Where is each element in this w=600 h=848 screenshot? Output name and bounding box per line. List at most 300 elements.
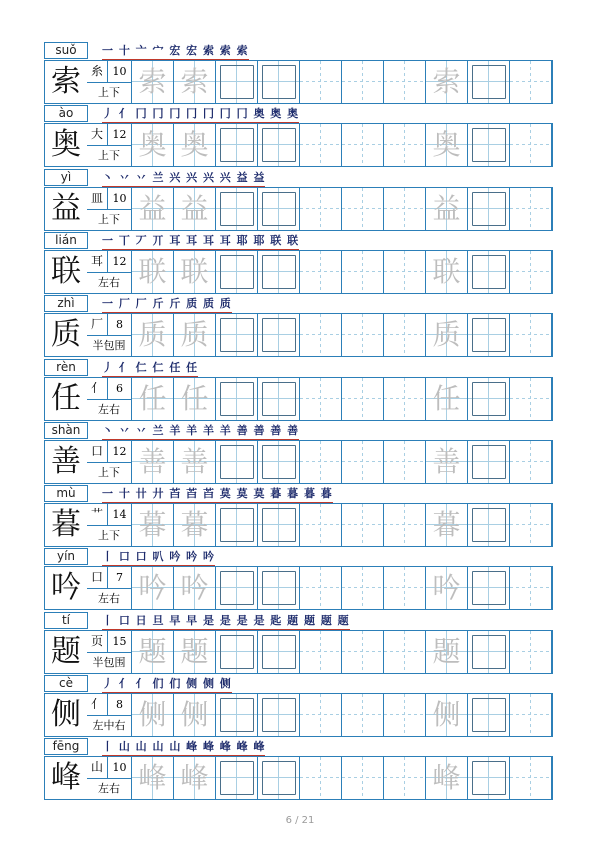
trace-character: 任: [432, 381, 461, 415]
practice-box: [262, 255, 296, 289]
trace-character: 峰: [432, 761, 461, 795]
grid-cell[interactable]: [468, 631, 510, 673]
grid-cell[interactable]: [132, 504, 174, 546]
character-info: [87, 566, 132, 610]
grid-cell[interactable]: [510, 314, 552, 356]
grid-cell[interactable]: [132, 61, 174, 103]
practice-box: [262, 128, 296, 162]
grid-cell[interactable]: [300, 188, 342, 230]
character-entry: [44, 42, 552, 104]
character-info: [87, 440, 132, 484]
grid-cell[interactable]: [300, 378, 342, 420]
radical: 山: [87, 757, 108, 779]
practice-box: [472, 192, 506, 226]
grid-cell[interactable]: [342, 378, 384, 420]
grid-cell[interactable]: [258, 441, 300, 483]
grid-cell[interactable]: [510, 251, 552, 293]
radical: 口: [87, 441, 108, 463]
practice-box: [220, 318, 254, 352]
grid-cell[interactable]: [258, 694, 300, 736]
grid-cell[interactable]: [300, 441, 342, 483]
grid-cell[interactable]: [384, 757, 426, 799]
stroke-order: 丨 口 日 旦 早 早 是 是 是 是 匙 题 题 题 题: [102, 612, 350, 631]
model-character: 吟: [44, 566, 88, 610]
practice-box: [220, 65, 254, 99]
model-character: 侧: [44, 693, 88, 737]
grid-cell[interactable]: [384, 378, 426, 420]
grid-cell[interactable]: [342, 757, 384, 799]
practice-box: [262, 508, 296, 542]
grid-cell[interactable]: [216, 567, 258, 609]
stroke-count: 12: [108, 124, 131, 146]
model-character: 联: [44, 250, 88, 294]
grid-cell[interactable]: [216, 124, 258, 166]
grid-cell[interactable]: [132, 441, 174, 483]
grid-cell[interactable]: [300, 567, 342, 609]
trace-character: 暮: [138, 508, 167, 542]
stroke-order: 丨 山 山 山 山 峰 峰 峰 峰 峰: [102, 738, 265, 757]
stroke-order: 丿 亻 冂 冂 冂 冂 冂 冂 冂 奥 奥 奥: [102, 105, 299, 124]
grid-cell[interactable]: [426, 504, 468, 546]
stroke-count: 6: [108, 378, 131, 400]
character-row: [44, 123, 552, 167]
trace-character: 侧: [138, 698, 167, 731]
grid-cell[interactable]: [384, 61, 426, 103]
grid-cell[interactable]: [300, 314, 342, 356]
writing-grid: [132, 60, 553, 104]
grid-cell[interactable]: [510, 124, 552, 166]
grid-cell[interactable]: [258, 567, 300, 609]
pinyin-label: ào: [44, 105, 88, 122]
pinyin-label: suǒ: [44, 42, 88, 59]
radical: 糸: [87, 61, 108, 83]
trace-character: 奥: [138, 128, 167, 162]
trace-character: 奥: [432, 128, 461, 162]
grid-cell[interactable]: [174, 188, 216, 230]
pinyin-label: tí: [44, 612, 88, 629]
grid-cell[interactable]: [216, 504, 258, 546]
trace-character: 侧: [432, 698, 461, 731]
grid-cell[interactable]: [342, 314, 384, 356]
practice-box: [262, 571, 296, 605]
grid-cell[interactable]: [300, 631, 342, 673]
grid-cell[interactable]: [426, 567, 468, 609]
practice-box: [262, 761, 296, 795]
trace-character: 任: [180, 381, 209, 415]
trace-character: 题: [432, 634, 461, 668]
practice-box: [472, 635, 506, 669]
grid-cell[interactable]: [300, 61, 342, 103]
pinyin-label: yì: [44, 169, 88, 186]
grid-cell[interactable]: [468, 567, 510, 609]
stroke-count: 10: [108, 757, 131, 779]
grid-cell[interactable]: [132, 757, 174, 799]
grid-cell[interactable]: [384, 314, 426, 356]
structure-type: 上下: [98, 149, 120, 163]
structure-type: 左右: [98, 402, 120, 416]
stroke-order: 丶 丷 丷 兰 兴 兴 兴 兴 益 益: [102, 169, 265, 188]
grid-cell[interactable]: [426, 251, 468, 293]
grid-cell[interactable]: [426, 441, 468, 483]
stroke-count: 15: [108, 631, 131, 653]
stroke-order: 丶 丷 丷 兰 羊 羊 羊 羊 善 善 善 善: [102, 422, 299, 441]
pinyin-label: zhì: [44, 295, 88, 312]
model-character: 质: [44, 313, 88, 357]
grid-cell[interactable]: [384, 631, 426, 673]
trace-character: 联: [432, 254, 461, 288]
character-entry: [44, 359, 552, 421]
practice-box: [472, 65, 506, 99]
practice-box: [220, 698, 254, 732]
character-info: [87, 123, 132, 167]
grid-cell[interactable]: [426, 757, 468, 799]
grid-cell[interactable]: [510, 61, 552, 103]
trace-character: 暮: [180, 508, 209, 542]
grid-cell[interactable]: [216, 441, 258, 483]
pinyin-row: [44, 422, 552, 439]
grid-cell[interactable]: [174, 61, 216, 103]
model-character: 益: [44, 187, 88, 231]
writing-grid: [132, 377, 553, 421]
practice-box: [262, 382, 296, 416]
writing-grid: [132, 756, 553, 800]
grid-cell[interactable]: [300, 504, 342, 546]
pinyin-label: shàn: [44, 422, 88, 439]
page-number: 6 / 21: [285, 815, 315, 826]
grid-cell[interactable]: [216, 757, 258, 799]
grid-cell[interactable]: [216, 314, 258, 356]
stroke-count: 14: [108, 504, 131, 526]
grid-cell[interactable]: [342, 61, 384, 103]
grid-cell[interactable]: [384, 441, 426, 483]
pinyin-row: [44, 105, 552, 122]
grid-cell[interactable]: [342, 251, 384, 293]
grid-cell[interactable]: [216, 378, 258, 420]
practice-box: [472, 571, 506, 605]
grid-cell[interactable]: [468, 61, 510, 103]
grid-cell[interactable]: [174, 504, 216, 546]
grid-cell[interactable]: [258, 378, 300, 420]
character-row: [44, 250, 552, 294]
model-character: 任: [44, 377, 88, 421]
grid-cell[interactable]: [426, 314, 468, 356]
character-row: [44, 566, 552, 610]
writing-grid: [132, 693, 553, 737]
practice-box: [472, 318, 506, 352]
grid-cell[interactable]: [174, 314, 216, 356]
structure-type: 左右: [98, 275, 120, 289]
grid-cell[interactable]: [426, 694, 468, 736]
practice-box: [220, 382, 254, 416]
grid-cell[interactable]: [174, 567, 216, 609]
grid-cell[interactable]: [258, 124, 300, 166]
grid-cell[interactable]: [216, 694, 258, 736]
grid-cell[interactable]: [174, 251, 216, 293]
practice-box: [472, 445, 506, 479]
grid-cell[interactable]: [468, 124, 510, 166]
grid-cell[interactable]: [342, 188, 384, 230]
pinyin-row: [44, 42, 552, 59]
character-info: [87, 313, 132, 357]
grid-cell[interactable]: [300, 251, 342, 293]
character-row: [44, 756, 552, 800]
stroke-order: 一 十 亠 宀 宏 宏 索 索 索: [102, 42, 249, 61]
stroke-order: 丨 口 口 叭 吟 吟 吟: [102, 548, 215, 567]
grid-cell[interactable]: [510, 188, 552, 230]
trace-character: 质: [432, 318, 461, 352]
trace-character: 善: [138, 444, 167, 478]
practice-box: [220, 761, 254, 795]
character-entry: [44, 612, 552, 674]
stroke-count: 7: [108, 567, 131, 589]
practice-box: [472, 255, 506, 289]
structure-type: 上下: [98, 529, 120, 543]
character-row: [44, 313, 552, 357]
grid-cell[interactable]: [384, 504, 426, 546]
pinyin-row: [44, 295, 552, 312]
practice-box: [472, 128, 506, 162]
pinyin-row: [44, 232, 552, 249]
grid-cell[interactable]: [174, 441, 216, 483]
character-row: [44, 630, 552, 674]
stroke-order: 丿 亻 亻 们 们 侧 侧 侧: [102, 675, 232, 694]
grid-cell[interactable]: [258, 631, 300, 673]
trace-character: 索: [138, 65, 167, 98]
structure-type: 左右: [98, 782, 120, 796]
grid-cell[interactable]: [216, 631, 258, 673]
pinyin-label: fēng: [44, 738, 88, 755]
grid-cell[interactable]: [510, 631, 552, 673]
radical: 皿: [87, 188, 108, 210]
writing-grid: [132, 250, 553, 294]
grid-cell[interactable]: [342, 631, 384, 673]
trace-character: 联: [138, 254, 167, 288]
character-entry: [44, 105, 552, 167]
trace-character: 益: [180, 191, 209, 225]
character-entry: [44, 548, 552, 610]
practice-box: [220, 128, 254, 162]
trace-character: 质: [180, 318, 209, 352]
character-entry: [44, 295, 552, 357]
pinyin-label: cè: [44, 675, 88, 692]
practice-box: [220, 508, 254, 542]
grid-cell[interactable]: [132, 567, 174, 609]
writing-grid: [132, 630, 553, 674]
character-info: [87, 693, 132, 737]
radical: 大: [87, 124, 108, 146]
grid-cell[interactable]: [426, 124, 468, 166]
trace-character: 峰: [180, 761, 209, 795]
grid-cell[interactable]: [468, 757, 510, 799]
writing-grid: [132, 313, 553, 357]
structure-type: 半包围: [92, 655, 126, 669]
character-row: [44, 440, 552, 484]
trace-character: 索: [432, 65, 461, 98]
model-character: 奥: [44, 123, 88, 167]
practice-box: [262, 192, 296, 226]
model-character: 索: [44, 60, 88, 104]
grid-cell[interactable]: [174, 378, 216, 420]
grid-cell[interactable]: [132, 378, 174, 420]
practice-box: [220, 635, 254, 669]
character-row: [44, 693, 552, 737]
grid-cell[interactable]: [132, 124, 174, 166]
grid-cell[interactable]: [426, 188, 468, 230]
grid-cell[interactable]: [132, 694, 174, 736]
grid-cell[interactable]: [468, 694, 510, 736]
stroke-count: 10: [108, 61, 131, 83]
grid-cell[interactable]: [342, 441, 384, 483]
grid-cell[interactable]: [132, 631, 174, 673]
writing-grid: [132, 440, 553, 484]
stroke-order: 一 厂 厂 斤 斤 质 质 质: [102, 295, 232, 314]
practice-box: [262, 318, 296, 352]
character-entry: [44, 738, 552, 800]
grid-cell[interactable]: [216, 251, 258, 293]
practice-box: [262, 445, 296, 479]
character-row: [44, 60, 552, 104]
character-info: [87, 756, 132, 800]
grid-cell[interactable]: [174, 694, 216, 736]
trace-character: 峰: [138, 761, 167, 795]
character-info: [87, 187, 132, 231]
grid-cell[interactable]: [510, 504, 552, 546]
trace-character: 吟: [432, 571, 461, 605]
trace-character: 联: [180, 254, 209, 288]
grid-cell[interactable]: [258, 314, 300, 356]
trace-character: 吟: [138, 571, 167, 605]
character-info: [87, 630, 132, 674]
pinyin-row: [44, 548, 552, 565]
practice-box: [472, 382, 506, 416]
grid-cell[interactable]: [258, 61, 300, 103]
stroke-count: 8: [108, 694, 131, 716]
writing-grid: [132, 123, 553, 167]
grid-cell[interactable]: [258, 251, 300, 293]
grid-cell[interactable]: [426, 631, 468, 673]
practice-box: [220, 192, 254, 226]
pinyin-label: mù: [44, 485, 88, 502]
grid-cell[interactable]: [258, 188, 300, 230]
grid-cell[interactable]: [510, 441, 552, 483]
trace-character: 侧: [180, 698, 209, 731]
model-character: 暮: [44, 503, 88, 547]
character-info: [87, 503, 132, 547]
trace-character: 奥: [180, 128, 209, 162]
stroke-order: 丿 亻 仁 仁 任 任: [102, 359, 198, 378]
grid-cell[interactable]: [468, 314, 510, 356]
radical: 口: [87, 567, 108, 589]
structure-type: 半包围: [92, 339, 126, 353]
grid-cell[interactable]: [216, 61, 258, 103]
grid-cell[interactable]: [468, 251, 510, 293]
trace-character: 题: [180, 634, 209, 668]
trace-character: 索: [180, 65, 209, 98]
grid-cell[interactable]: [258, 757, 300, 799]
grid-cell[interactable]: [384, 694, 426, 736]
model-character: 峰: [44, 756, 88, 800]
grid-cell[interactable]: [132, 314, 174, 356]
grid-cell[interactable]: [342, 567, 384, 609]
grid-cell[interactable]: [258, 504, 300, 546]
grid-cell[interactable]: [342, 124, 384, 166]
grid-cell[interactable]: [216, 188, 258, 230]
grid-cell[interactable]: [300, 124, 342, 166]
grid-cell[interactable]: [468, 188, 510, 230]
trace-character: 善: [180, 444, 209, 478]
grid-cell[interactable]: [342, 504, 384, 546]
structure-type: 左中右: [92, 719, 126, 732]
grid-cell[interactable]: [426, 378, 468, 420]
stroke-count: 10: [108, 188, 131, 210]
trace-character: 益: [432, 191, 461, 225]
grid-cell[interactable]: [510, 378, 552, 420]
trace-character: 任: [138, 381, 167, 415]
character-entry: [44, 232, 552, 294]
trace-character: 质: [138, 318, 167, 352]
trace-character: 暮: [432, 508, 461, 542]
structure-type: 左右: [98, 592, 120, 606]
grid-cell[interactable]: [174, 631, 216, 673]
structure-type: 上下: [98, 86, 120, 99]
practice-box: [472, 761, 506, 795]
radical: 厂: [87, 314, 108, 336]
grid-cell[interactable]: [132, 188, 174, 230]
practice-box: [220, 571, 254, 605]
stroke-order: 一 十 卄 廾 苩 苩 苩 莫 莫 莫 暮 暮 暮 暮: [102, 485, 333, 504]
practice-box: [220, 255, 254, 289]
grid-cell[interactable]: [300, 694, 342, 736]
grid-cell[interactable]: [468, 504, 510, 546]
pinyin-row: [44, 612, 552, 629]
grid-cell[interactable]: [510, 694, 552, 736]
grid-cell[interactable]: [384, 188, 426, 230]
pinyin-row: [44, 485, 552, 502]
stroke-count: 12: [108, 441, 131, 463]
practice-box: [262, 635, 296, 669]
character-info: [87, 60, 132, 104]
practice-box: [262, 698, 296, 732]
practice-box: [262, 65, 296, 99]
grid-cell[interactable]: [426, 61, 468, 103]
radical: 亻: [87, 378, 108, 400]
structure-type: 上下: [98, 465, 120, 479]
grid-cell[interactable]: [510, 567, 552, 609]
grid-cell[interactable]: [384, 251, 426, 293]
radical: 页: [87, 631, 108, 653]
stroke-count: 12: [108, 251, 131, 273]
grid-cell[interactable]: [468, 378, 510, 420]
grid-cell[interactable]: [132, 251, 174, 293]
grid-cell[interactable]: [384, 567, 426, 609]
grid-cell[interactable]: [300, 757, 342, 799]
grid-cell[interactable]: [510, 757, 552, 799]
pinyin-row: [44, 169, 552, 186]
grid-cell[interactable]: [174, 757, 216, 799]
structure-type: 上下: [98, 212, 120, 226]
character-entry: [44, 169, 552, 231]
radical: 艹: [87, 504, 108, 526]
practice-box: [220, 445, 254, 479]
grid-cell[interactable]: [468, 441, 510, 483]
trace-character: 善: [432, 444, 461, 478]
pinyin-label: lián: [44, 232, 88, 249]
grid-cell[interactable]: [384, 124, 426, 166]
grid-cell[interactable]: [342, 694, 384, 736]
character-entry: [44, 675, 552, 737]
grid-cell[interactable]: [174, 124, 216, 166]
trace-character: 题: [138, 634, 167, 668]
